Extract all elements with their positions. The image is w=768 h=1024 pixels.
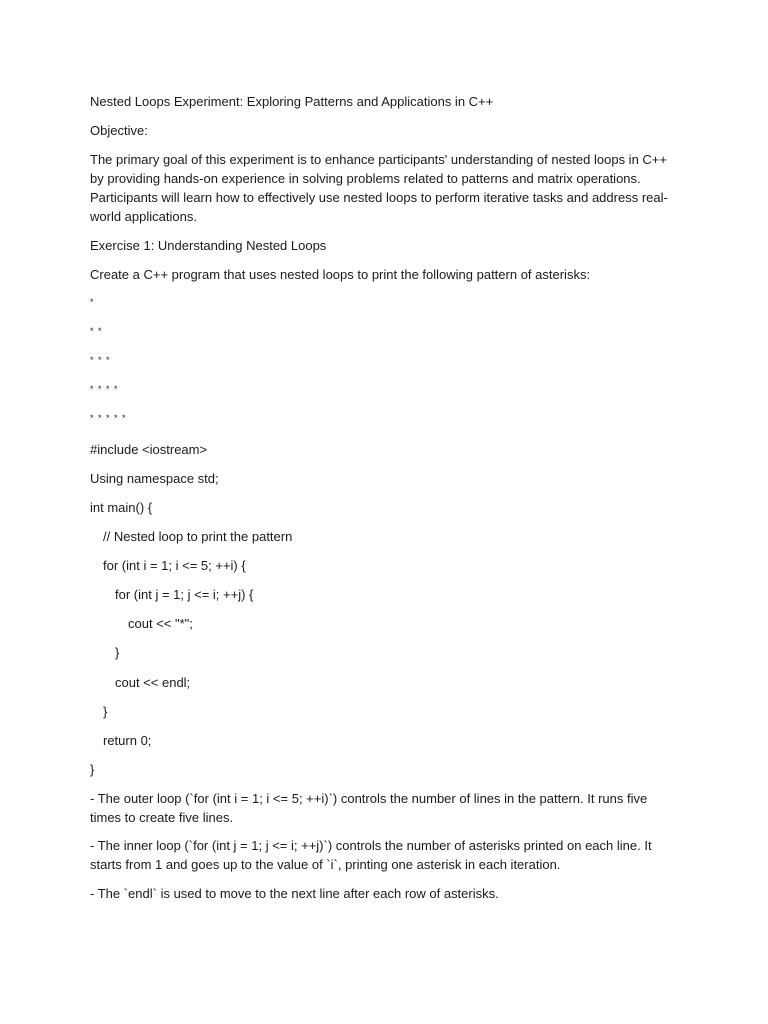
explanation-paragraph: - The outer loop (`for (int i = 1; i <= 5; ++i)`) controls the number of lines in the pattern. It runs five times to create five lines. bbox=[90, 791, 648, 825]
code-line: Using namespace std; bbox=[90, 471, 219, 486]
code-line: cout << endl; bbox=[115, 675, 191, 690]
code-line: return 0; bbox=[103, 733, 152, 748]
pattern-row: * * * bbox=[90, 355, 111, 365]
code-line: } bbox=[115, 645, 120, 660]
code-line: } bbox=[103, 704, 108, 719]
code-line: // Nested loop to print the pattern bbox=[103, 529, 293, 544]
pattern-row: * * bbox=[90, 326, 103, 336]
objective-heading: Objective: bbox=[90, 123, 148, 138]
code-line: for (int i = 1; i <= 5; ++i) { bbox=[103, 558, 246, 573]
code-line: #include <iostream> bbox=[90, 442, 208, 457]
pattern-row: * * * * * bbox=[90, 413, 127, 423]
exercise-instructions: Create a C++ program that uses nested loops to print the following pattern of asterisks: bbox=[90, 267, 591, 282]
code-line: int main() { bbox=[90, 500, 153, 515]
code-line: } bbox=[90, 762, 95, 777]
objective-paragraph: The primary goal of this experiment is to enhance participants' understanding of nested loops in C++ by providing hands-on experience in solving problems related to patterns and matrix operations. Participants will learn how to effectively use nested loops to perform iterative tasks and address real-world applications. bbox=[90, 152, 668, 224]
pattern-row: * * * * bbox=[90, 384, 119, 394]
code-line: cout << "*"; bbox=[128, 616, 193, 631]
document-title: Nested Loops Experiment: Exploring Patterns and Applications in C++ bbox=[90, 94, 494, 109]
code-line: for (int j = 1; j <= i; ++j) { bbox=[115, 587, 254, 602]
exercise-heading: Exercise 1: Understanding Nested Loops bbox=[90, 238, 327, 253]
explanation-paragraph: - The `endl` is used to move to the next line after each row of asterisks. bbox=[90, 886, 499, 901]
explanation-paragraph: - The inner loop (`for (int j = 1; j <= i; ++j)`) controls the number of asterisks printed on each line. It starts from 1 and goes up to the value of `i`, printing one asterisk in each iteration. bbox=[90, 838, 652, 872]
pattern-row: * bbox=[90, 297, 95, 307]
